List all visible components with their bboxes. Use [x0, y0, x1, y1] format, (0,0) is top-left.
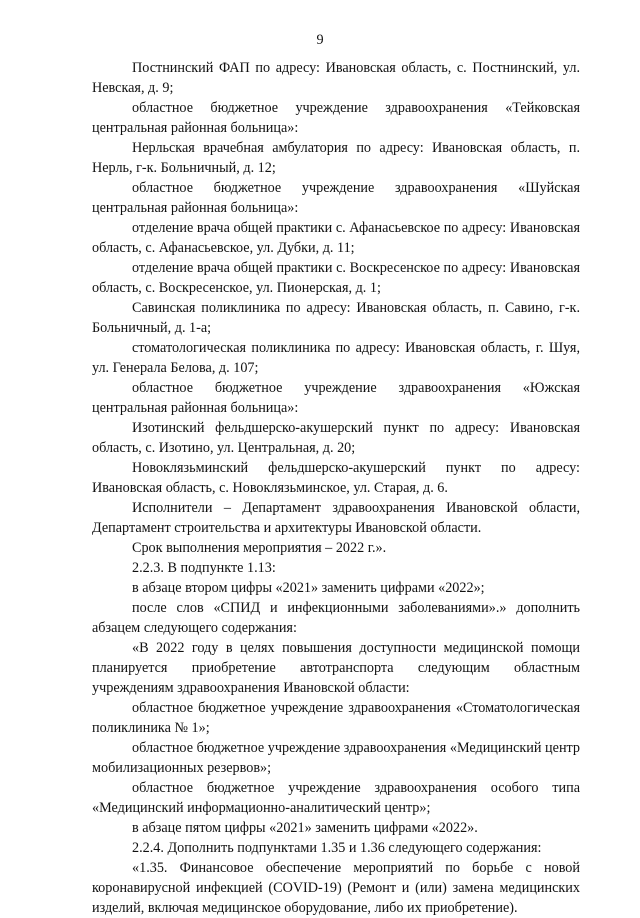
- paragraph: Изотинский фельдшерско-акушерский пункт по адресу: Ивановская область, с. Изотино, ул. Центральная, д. 20;: [92, 420, 580, 456]
- paragraph: «1.35. Финансовое обеспечение мероприятий по борьбе с новой коронавирусной инфекцией (COVID-19) (Ремонт и (или) замена медицинских изделий, включая медицинское оборудование, либо их приобретение).: [92, 860, 580, 916]
- paragraph: в абзаце пятом цифры «2021» заменить цифрами «2022».: [132, 820, 478, 836]
- paragraph: областное бюджетное учреждение здравоохранения особого типа «Медицинский информационно-аналитический центр»;: [92, 780, 580, 816]
- paragraph: областное бюджетное учреждение здравоохранения «Южская центральная районная больница»:: [92, 380, 580, 416]
- paragraph: Нерльская врачебная амбулатория по адресу: Ивановская область, п. Нерль, г-к. Больничный, д. 12;: [92, 140, 580, 176]
- paragraph: Срок выполнения мероприятия – 2022 г.».: [132, 540, 387, 556]
- paragraph: Новоклязьминский фельдшерско-акушерский пункт по адресу: Ивановская область, с. Новоклязьминское, ул. Старая, д. 6.: [92, 460, 580, 496]
- paragraph: областное бюджетное учреждение здравоохранения «Шуйская центральная районная больница»:: [92, 180, 580, 216]
- document-body: [92, 58, 580, 918]
- paragraph: областное бюджетное учреждение здравоохранения «Медицинский центр мобилизационных резервов»;: [92, 740, 580, 776]
- paragraph: отделение врача общей практики с. Воскресенское по адресу: Ивановская область, с. Воскресенское, ул. Пионерская, д. 1;: [92, 260, 580, 296]
- paragraph: 2.2.4. Дополнить подпунктами 1.35 и 1.36 следующего содержания:: [132, 840, 542, 856]
- paragraph: отделение врача общей практики с. Афанасьевское по адресу: Ивановская область, с. Афанасьевское, ул. Дубки, д. 11;: [92, 220, 580, 256]
- paragraph: областное бюджетное учреждение здравоохранения «Тейковская центральная районная больница»:: [92, 100, 580, 136]
- page-number: 9: [316, 32, 324, 48]
- paragraph: Исполнители – Департамент здравоохранения Ивановской области, Департамент строительства и архитектуры Ивановской области.: [92, 500, 580, 536]
- paragraph: «В 2022 году в целях повышения доступности медицинской помощи планируется приобретение автотранспорта следующим областным учреждениям здравоохранения Ивановской области:: [92, 640, 580, 696]
- paragraph: 2.2.3. В подпункте 1.13:: [132, 560, 276, 576]
- paragraph: в абзаце втором цифры «2021» заменить цифрами «2022»;: [132, 580, 485, 596]
- paragraph: Постнинский ФАП по адресу: Ивановская область, с. Постнинский, ул. Невская, д. 9;: [92, 60, 580, 96]
- paragraph: областное бюджетное учреждение здравоохранения «Стоматологическая поликлиника № 1»;: [92, 700, 580, 736]
- paragraph: Савинская поликлиника по адресу: Ивановская область, п. Савино, г-к. Больничный, д. 1-а;: [92, 300, 580, 336]
- paragraph: стоматологическая поликлиника по адресу: Ивановская область, г. Шуя, ул. Генерала Белова, д. 107;: [92, 340, 580, 376]
- paragraph: после слов «СПИД и инфекционными заболеваниями».» дополнить абзацем следующего содержания:: [92, 600, 580, 636]
